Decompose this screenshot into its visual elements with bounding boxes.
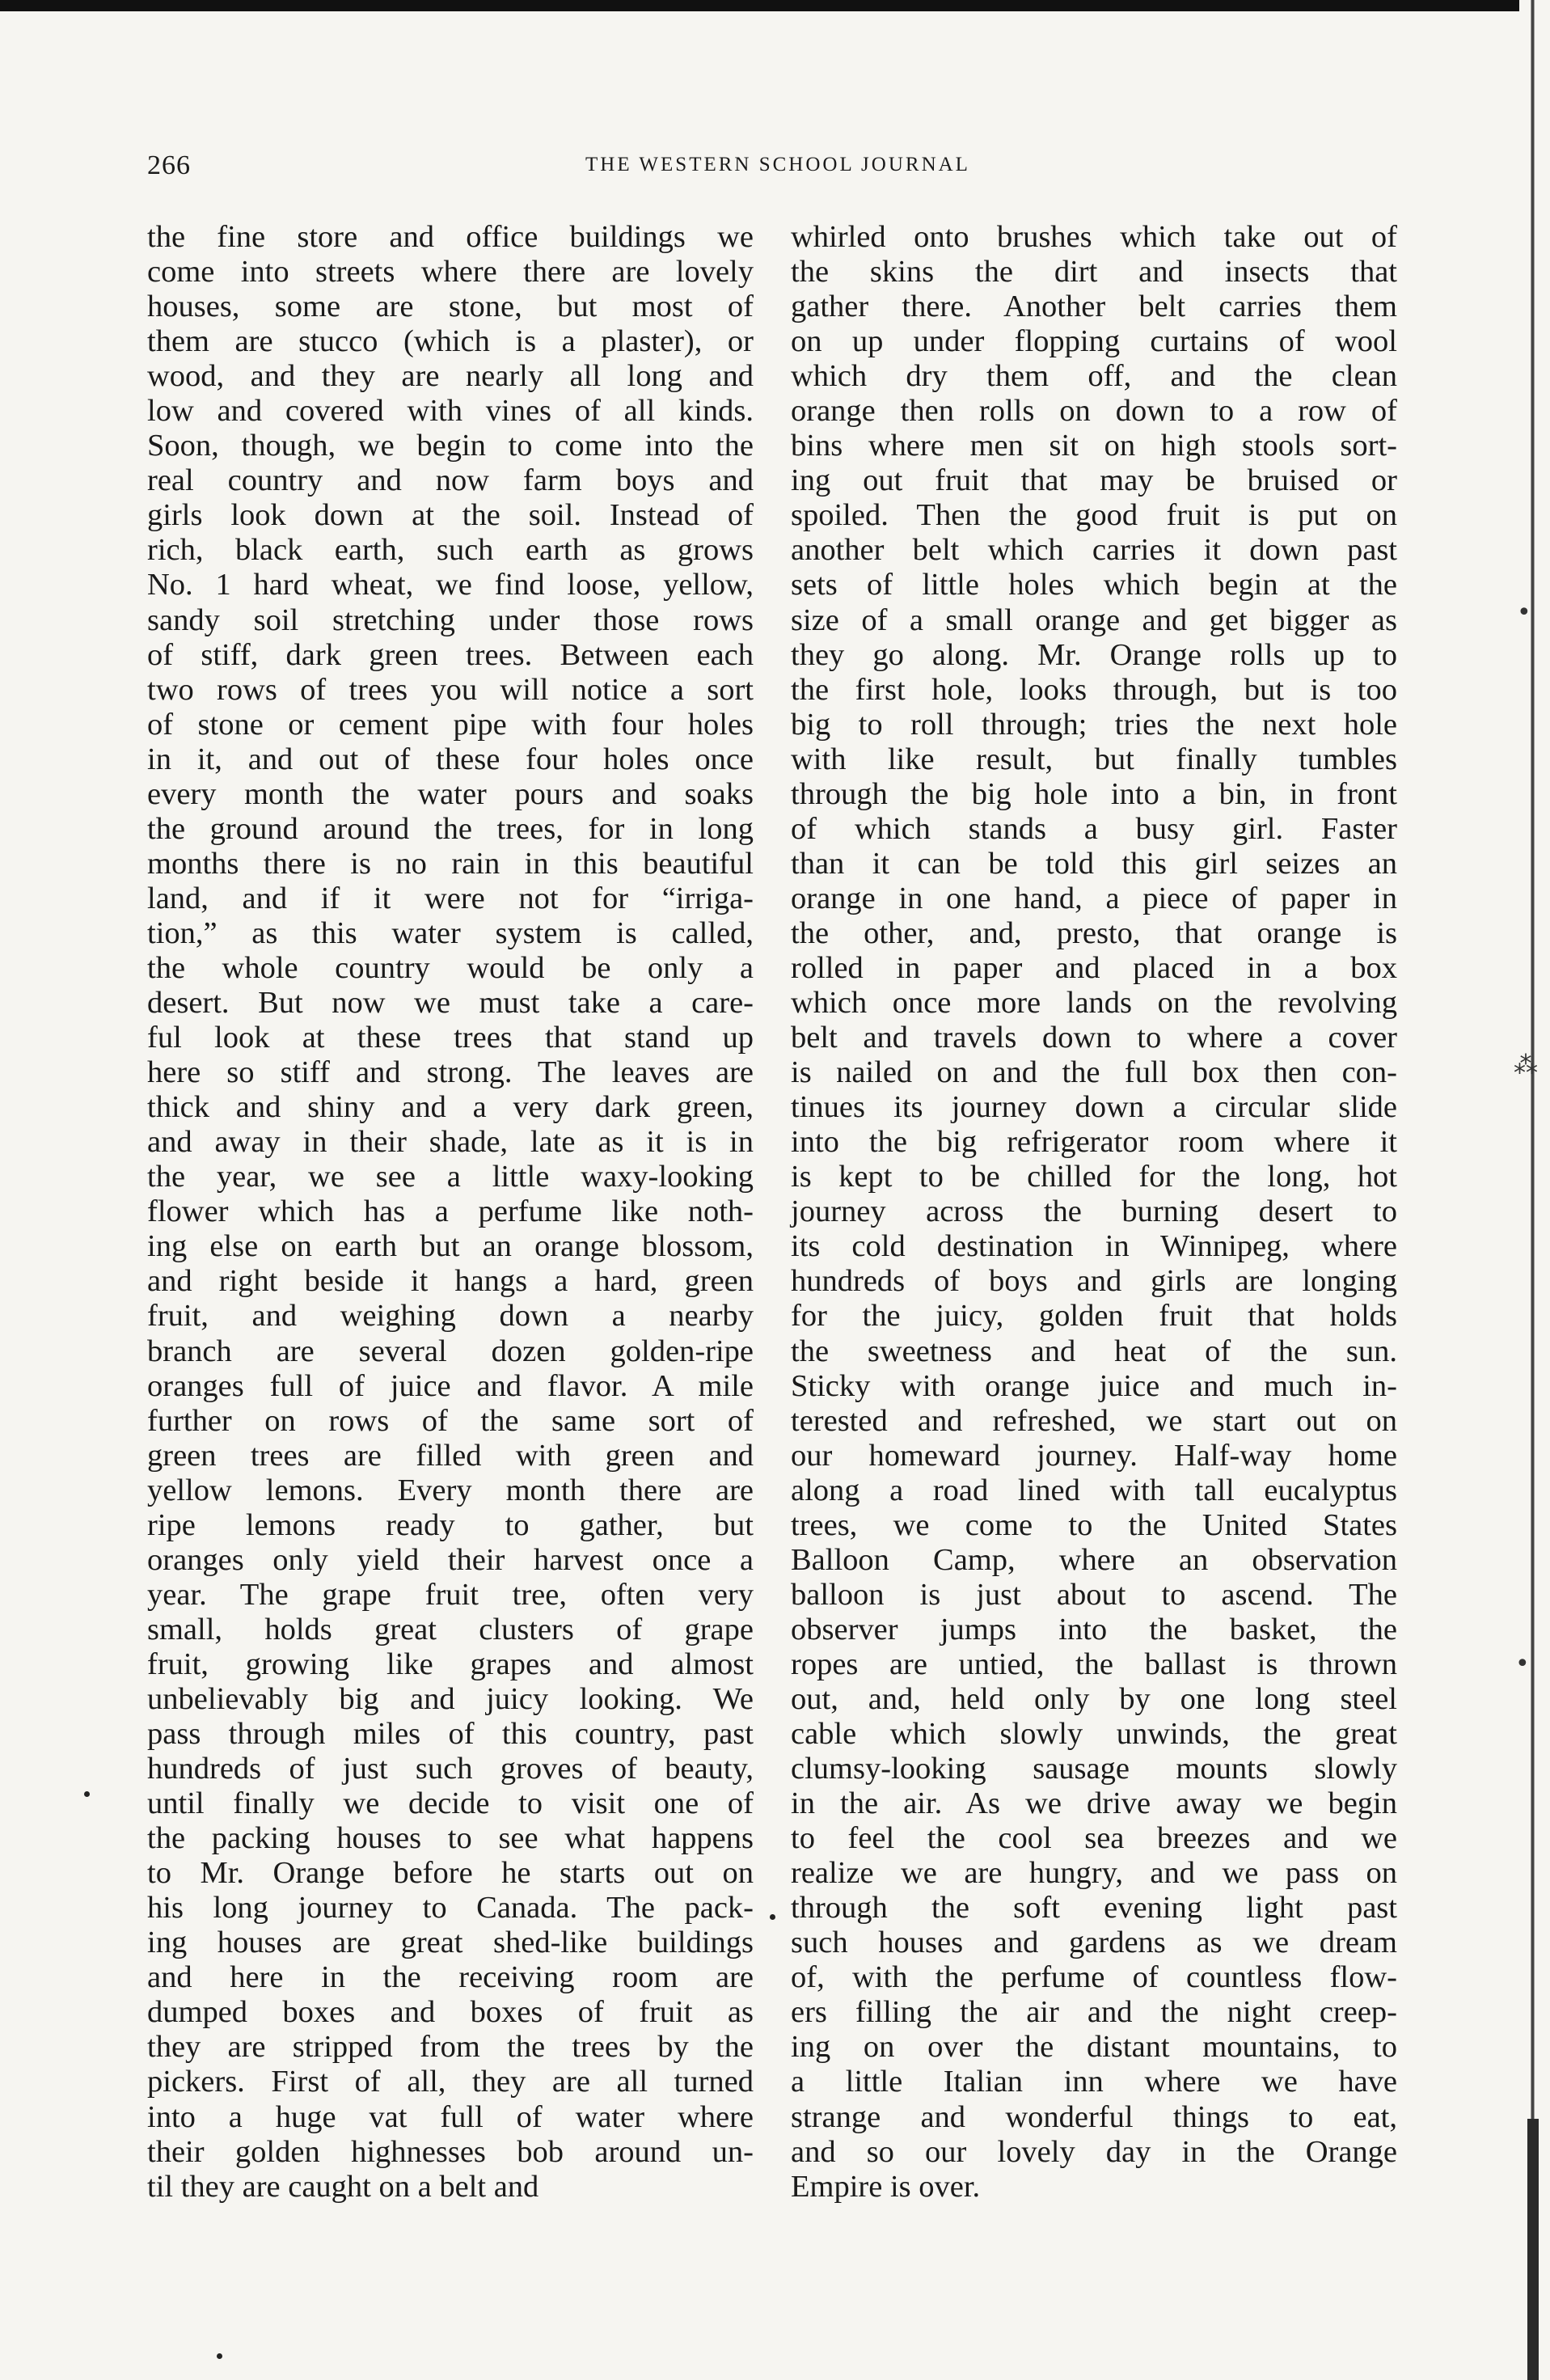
text-line: cable which slowly unwinds, the great	[791, 1717, 1397, 1752]
text-line: low and covered with vines of all kinds.	[147, 394, 754, 429]
text-line: strange and wonderful things to eat,	[791, 2099, 1397, 2134]
margin-mark: •	[1515, 1650, 1530, 1678]
text-line: whirled onto brushes which take out of	[791, 220, 1397, 254]
text-line: ing on over the distant mountains, to	[791, 2030, 1397, 2065]
text-line: Soon, though, we begin to come into the	[147, 429, 754, 463]
text-column-right	[791, 220, 1397, 2205]
text-column-left	[147, 220, 754, 2205]
text-line: and right beside it hangs a hard, green	[147, 1264, 754, 1299]
running-head: THE WESTERN SCHOOL JOURNAL	[585, 154, 970, 175]
text-line: to feel the cool sea breezes and we	[791, 1821, 1397, 1856]
text-line: yellow lemons. Every month there are	[147, 1473, 754, 1507]
text-line: two rows of trees you will notice a sort	[147, 672, 754, 707]
text-line: flower which has a perfume like noth-	[147, 1194, 754, 1229]
text-line: than it can be told this girl seizes an	[791, 846, 1397, 881]
text-line: of stiff, dark green trees. Between each	[147, 637, 754, 672]
text-line: the packing houses to see what happens	[147, 1821, 754, 1856]
text-line: and so our lovely day in the Orange	[791, 2134, 1397, 2169]
text-line: No. 1 hard wheat, we find loose, yellow,	[147, 568, 754, 602]
text-line: ing houses are great shed-like buildings	[147, 1926, 754, 1960]
text-line: every month the water pours and soaks	[147, 776, 754, 811]
text-line: for the juicy, golden fruit that holds	[791, 1299, 1397, 1334]
text-line: orange in one hand, a piece of paper in	[791, 881, 1397, 915]
text-line: of, with the perfume of countless flow-	[791, 1960, 1397, 1995]
text-line: dumped boxes and boxes of fruit as	[147, 1995, 754, 2030]
text-line: balloon is just about to ascend. The	[791, 1577, 1397, 1612]
text-line: which once more lands on the revolving	[791, 986, 1397, 1021]
text-line: months there is no rain in this beautiful	[147, 846, 754, 881]
text-line: girls look down at the soil. Instead of	[147, 498, 754, 533]
text-line: in the air. As we drive away we begin	[791, 1786, 1397, 1821]
text-line: through the soft evening light past	[791, 1891, 1397, 1926]
margin-mark: ⁂	[1514, 1051, 1538, 1080]
text-line: orange then rolls on down to a row of	[791, 394, 1397, 429]
text-line: which dry them off, and the clean	[791, 359, 1397, 394]
text-line: into a huge vat full of water where	[147, 2099, 754, 2134]
text-line: the sweetness and heat of the sun.	[791, 1334, 1397, 1368]
text-line: hundreds of just such groves of beauty,	[147, 1752, 754, 1786]
text-line: branch are several dozen golden-ripe	[147, 1334, 754, 1368]
text-line: hundreds of boys and girls are longing	[791, 1264, 1397, 1299]
text-line: Empire is over.	[791, 2169, 981, 2204]
margin-dot	[770, 1914, 775, 1920]
text-line: here so stiff and strong. The leaves are	[147, 1055, 754, 1090]
text-line: is nailed on and the full box then con-	[791, 1055, 1397, 1090]
text-line: of which stands a busy girl. Faster	[791, 811, 1397, 846]
text-line: green trees are filled with green and	[147, 1438, 754, 1473]
text-line: with like result, but finally tumbles	[791, 742, 1397, 776]
text-line: their golden highnesses bob around un-	[147, 2134, 754, 2169]
text-line: fruit, growing like grapes and almost	[147, 1647, 754, 1681]
text-line: Sticky with orange juice and much in-	[791, 1368, 1397, 1403]
text-line: a little Italian inn where we have	[791, 2065, 1397, 2099]
text-line: the year, we see a little waxy-looking	[147, 1160, 754, 1194]
scan-right-edge	[1519, 0, 1550, 2380]
text-line: the skins the dirt and insects that	[791, 255, 1397, 290]
page-header	[147, 150, 1409, 191]
text-line: our homeward journey. Half-way home	[791, 1438, 1397, 1473]
text-line: they are stripped from the trees by the	[147, 2030, 754, 2065]
text-line: size of a small orange and get bigger as	[791, 602, 1397, 637]
text-line: bins where men sit on high stools sort-	[791, 429, 1397, 463]
text-line: along a road lined with tall eucalyptus	[791, 1473, 1397, 1507]
text-line: sandy soil stretching under those rows	[147, 602, 754, 637]
text-line: rich, black earth, such earth as grows	[147, 533, 754, 568]
text-line: houses, some are stone, but most of	[147, 290, 754, 324]
text-line: realize we are hungry, and we pass on	[791, 1856, 1397, 1891]
text-line: ers filling the air and the night creep-	[791, 1995, 1397, 2030]
margin-mark: •	[1517, 598, 1531, 627]
text-line: small, holds great clusters of grape	[147, 1612, 754, 1647]
text-line: his long journey to Canada. The pack-	[147, 1891, 754, 1926]
text-line: is kept to be chilled for the long, hot	[791, 1160, 1397, 1194]
text-line: the fine store and office buildings we	[147, 220, 754, 254]
text-line: trees, we come to the United States	[791, 1507, 1397, 1542]
text-line: of stone or cement pipe with four holes	[147, 707, 754, 742]
text-line: such houses and gardens as we dream	[791, 1926, 1397, 1960]
text-line: pass through miles of this country, past	[147, 1717, 754, 1752]
text-line: ripe lemons ready to gather, but	[147, 1507, 754, 1542]
scan-binding-shadow	[1527, 2119, 1539, 2380]
margin-dot	[84, 1791, 90, 1797]
text-line: desert. But now we must take a care-	[147, 986, 754, 1021]
text-line: another belt which carries it down past	[791, 533, 1397, 568]
text-line: terested and refreshed, we start out on	[791, 1403, 1397, 1438]
page-number: 266	[147, 150, 191, 180]
text-line: journey across the burning desert to	[791, 1194, 1397, 1229]
text-line: the ground around the trees, for in long	[147, 811, 754, 846]
text-line: year. The grape fruit tree, often very	[147, 1577, 754, 1612]
text-line: til they are caught on a belt and	[147, 2169, 539, 2204]
text-line: further on rows of the same sort of	[147, 1403, 754, 1438]
text-line: land, and if it were not for “irriga-	[147, 881, 754, 915]
text-line: the first hole, looks through, but is too	[791, 672, 1397, 707]
text-line: tinues its journey down a circular slide	[791, 1090, 1397, 1125]
text-line: big to roll through; tries the next hole	[791, 707, 1397, 742]
text-line: ing else on earth but an orange blossom,	[147, 1229, 754, 1264]
text-line: the whole country would be only a	[147, 950, 754, 985]
text-line: on up under flopping curtains of wool	[791, 324, 1397, 359]
text-line: to Mr. Orange before he starts out on	[147, 1856, 754, 1891]
text-line: Balloon Camp, where an observation	[791, 1542, 1397, 1577]
text-line: ing out fruit that may be bruised or	[791, 463, 1397, 498]
text-line: belt and travels down to where a cover	[791, 1021, 1397, 1055]
text-line: and here in the receiving room are	[147, 1960, 754, 1995]
text-line: oranges full of juice and flavor. A mile	[147, 1368, 754, 1403]
scan-top-border	[0, 0, 1550, 11]
text-line: and away in their shade, late as it is in	[147, 1125, 754, 1160]
text-line: until finally we decide to visit one of	[147, 1786, 754, 1821]
text-line: tion,” as this water system is called,	[147, 915, 754, 950]
text-line: fruit, and weighing down a nearby	[147, 1299, 754, 1334]
text-line: ful look at these trees that stand up	[147, 1021, 754, 1055]
text-line: unbelievably big and juicy looking. We	[147, 1681, 754, 1716]
text-line: real country and now farm boys and	[147, 463, 754, 498]
text-line: come into streets where there are lovely	[147, 255, 754, 290]
text-line: pickers. First of all, they are all turned	[147, 2065, 754, 2099]
text-line: oranges only yield their harvest once a	[147, 1542, 754, 1577]
text-line: spoiled. Then the good fruit is put on	[791, 498, 1397, 533]
text-line: they go along. Mr. Orange rolls up to	[791, 637, 1397, 672]
text-line: out, and, held only by one long steel	[791, 1681, 1397, 1716]
text-line: sets of little holes which begin at the	[791, 568, 1397, 602]
margin-dot	[217, 2353, 222, 2359]
text-line: through the big hole into a bin, in front	[791, 776, 1397, 811]
text-line: wood, and they are nearly all long and	[147, 359, 754, 394]
text-line: thick and shiny and a very dark green,	[147, 1090, 754, 1125]
text-line: gather there. Another belt carries them	[791, 290, 1397, 324]
text-line: rolled in paper and placed in a box	[791, 950, 1397, 985]
text-line: into the big refrigerator room where it	[791, 1125, 1397, 1160]
text-line: observer jumps into the basket, the	[791, 1612, 1397, 1647]
text-line: the other, and, presto, that orange is	[791, 915, 1397, 950]
text-line: its cold destination in Winnipeg, where	[791, 1229, 1397, 1264]
text-line: in it, and out of these four holes once	[147, 742, 754, 776]
text-line: clumsy-looking sausage mounts slowly	[791, 1752, 1397, 1786]
text-line: ropes are untied, the ballast is thrown	[791, 1647, 1397, 1681]
text-line: them are stucco (which is a plaster), or	[147, 324, 754, 359]
